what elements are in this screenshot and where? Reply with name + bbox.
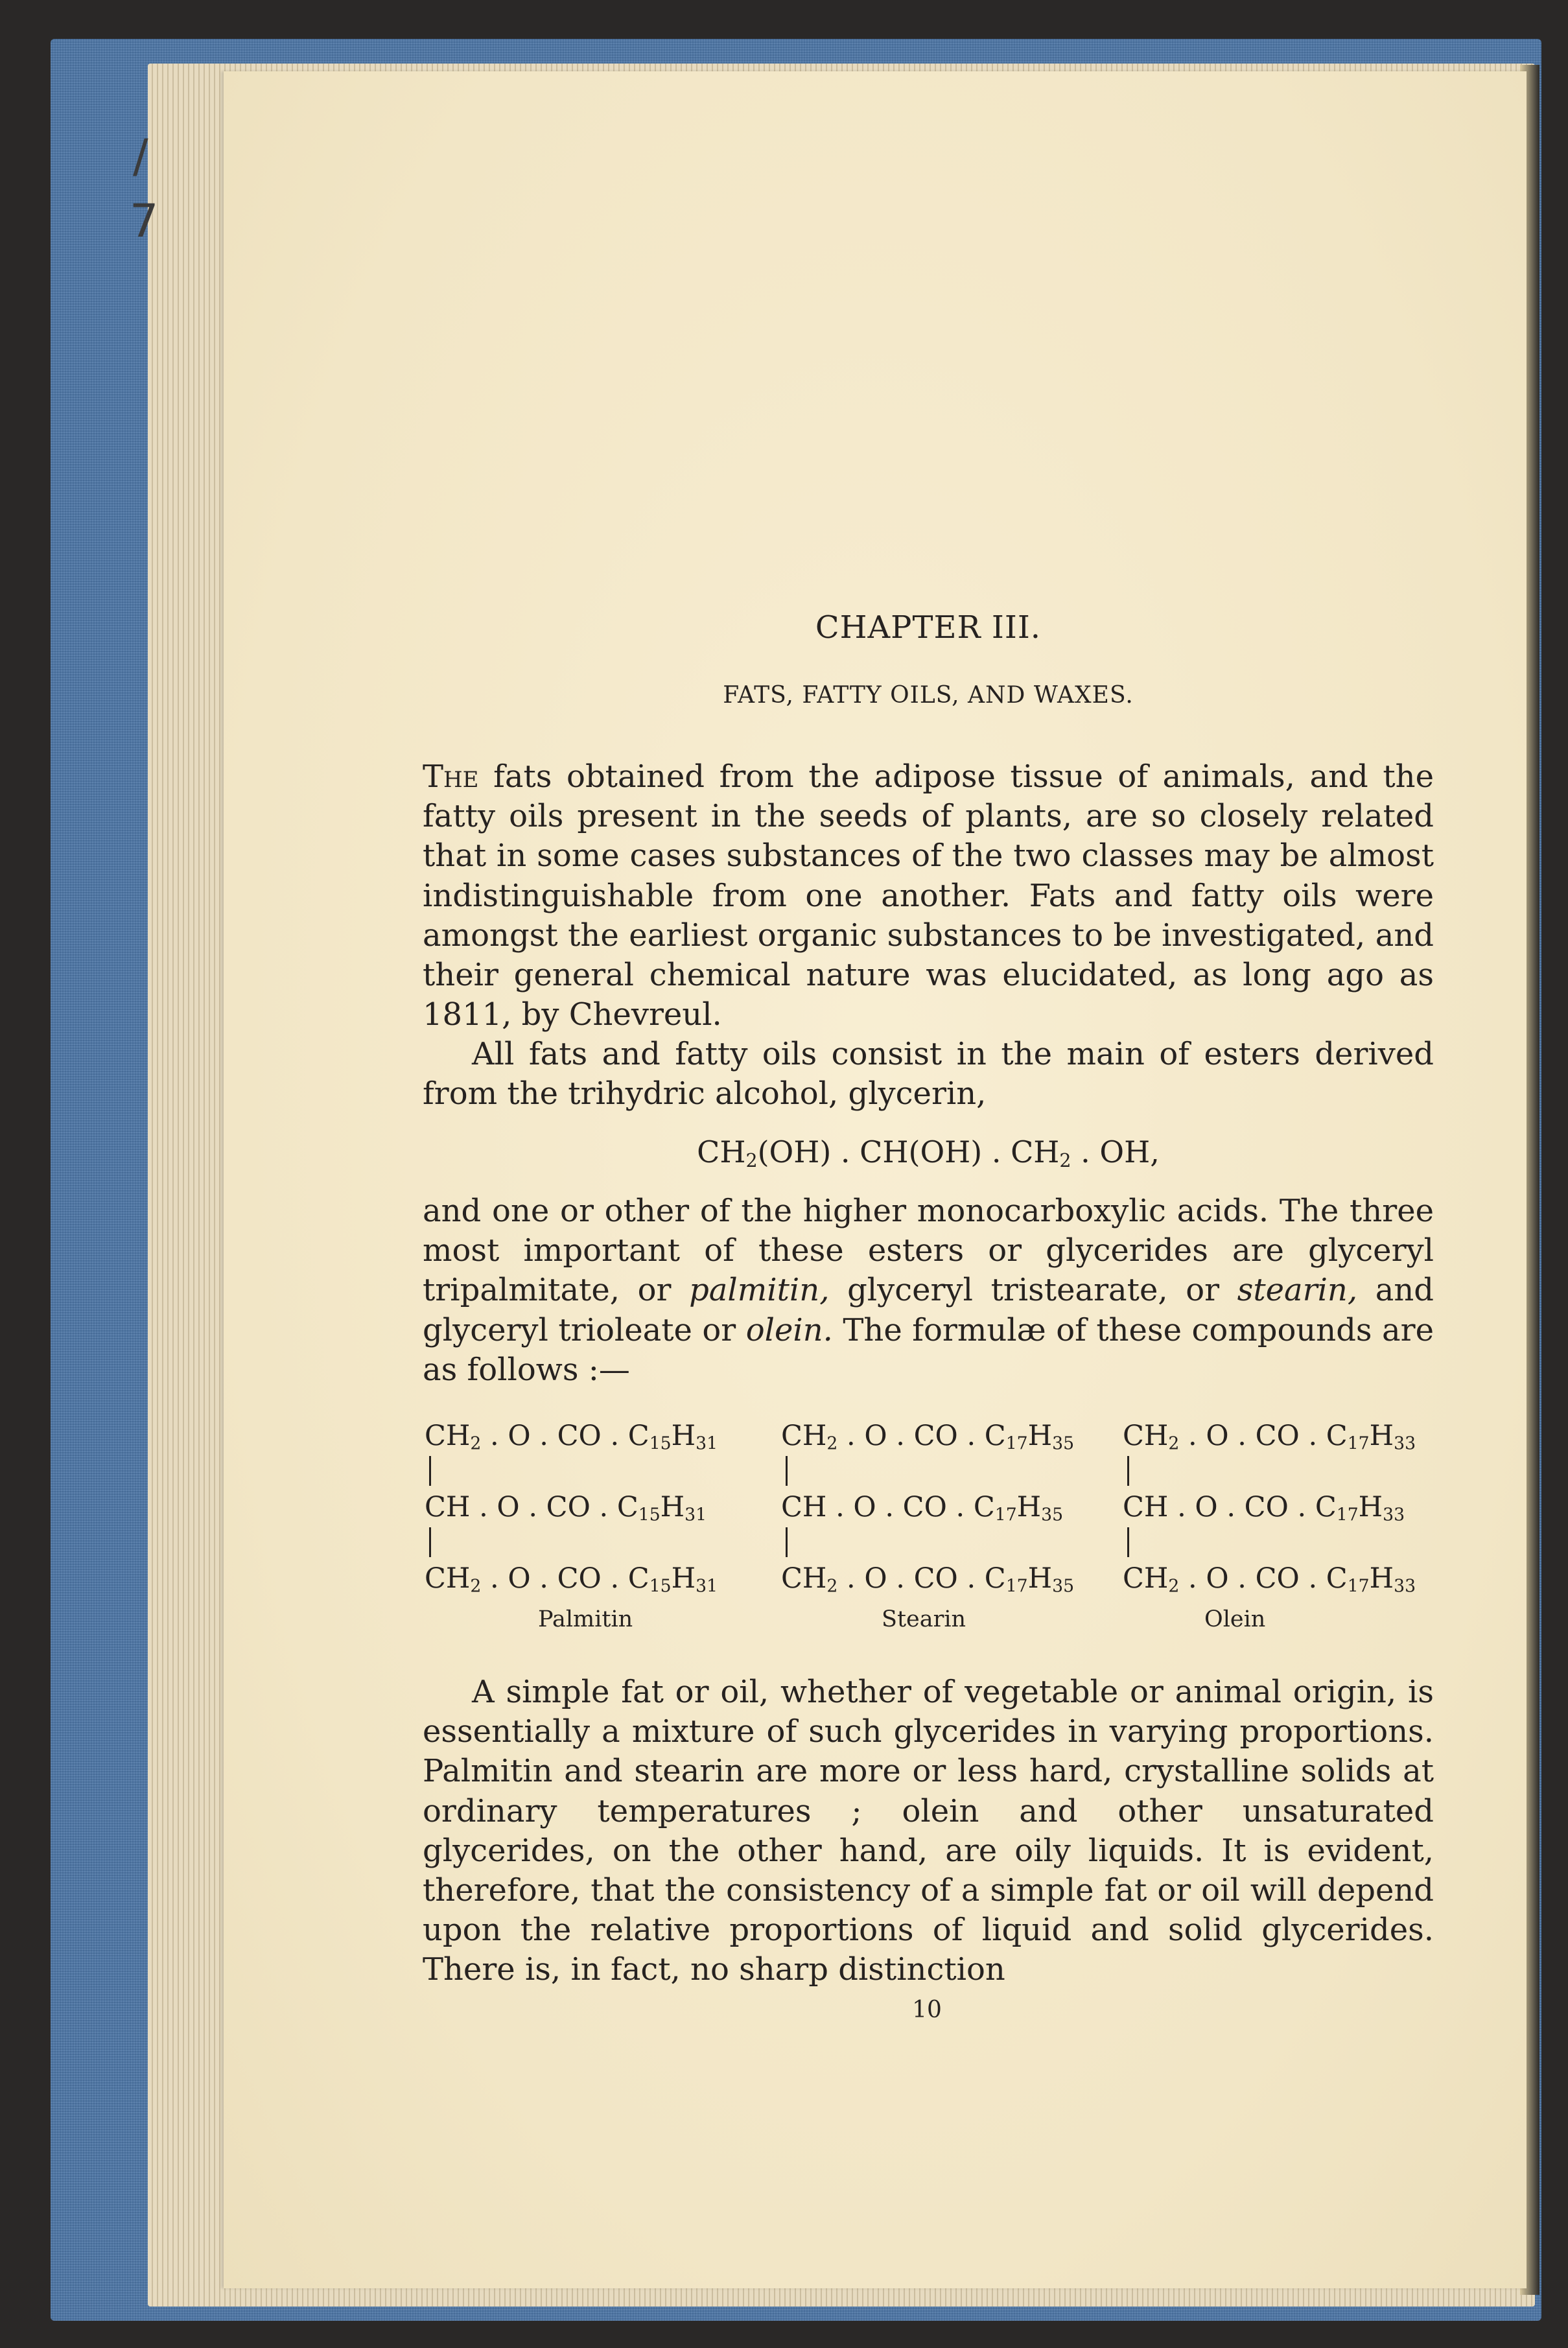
paragraph-3: and one or other of the higher monocarboxylic acids. The three most important of these esters or glycerides are glyceryl tripalmitate, or palmitin, glyceryl tristearate, or stearin, and glyceryl trioleate or olein. The formulæ of these compounds are as follows :— <box>423 1193 1434 1388</box>
paragraph-4: A simple fat or oil, whether of vegetable or animal origin, is essentially a mixture of such glycerides in varying proportions. Palmitin and stearin are more or less hard, crystalline solids at ordinary temperatures ; olein and other unsaturated glycerides, on the other hand, are oily liquids. It is evident, therefore, that the consistency of a simple fat or oil will depend upon the relative proportions of liquid and solid glycerides. There is, in fact, no sharp distinction <box>423 1674 1434 1988</box>
bond-line <box>786 1456 788 1486</box>
chapter-heading: CHAPTER III. <box>815 609 1042 646</box>
bond-line <box>429 1456 431 1486</box>
term-olein: olein. <box>745 1311 833 1348</box>
stearin-label: Stearin <box>882 1606 966 1632</box>
olein-row-2: CH . O . CO . $C_{17}H_{33}$ <box>1123 1491 1405 1525</box>
page-number: 10 <box>912 1997 942 2023</box>
term-palmitin: palmitin, <box>689 1272 830 1309</box>
bond-line <box>1127 1527 1129 1557</box>
palmitin-label: Palmitin <box>538 1606 633 1632</box>
palmitin-row-2: CH . O . CO . $C_{15}H_{31}$ <box>425 1491 707 1525</box>
chapter-subtitle: FATS, FATTY OILS, AND WAXES. <box>723 682 1134 709</box>
bond-line <box>429 1527 431 1557</box>
olein-row-1: $CH_2$ . O . CO . $C_{17}H_{33}$ <box>1123 1420 1416 1454</box>
stearin-row-2: CH . O . CO . $C_{17}H_{35}$ <box>781 1491 1064 1525</box>
stearin-row-3: $CH_2$ . O . CO . $C_{17}H_{35}$ <box>781 1562 1075 1597</box>
paragraph-1-text: fats obtained from the adipose tissue of animals, and the fatty oils present in the seeds of plants, are so closely related that in some cases substances of the two classes may be almost indistinguishable from one another. Fats and fatty oils were amongst the earliest organic substances to be investigated, and their general chemical nature was elucidated, as long ago as 1811, by Chevreul. <box>423 758 1434 1033</box>
glycerin-formula: $CH_2(OH)$ . CH(OH) . $CH_2$ . OH, <box>697 1134 1160 1172</box>
olein-label: Olein <box>1204 1606 1266 1632</box>
bond-line <box>786 1527 788 1557</box>
bond-line <box>1127 1456 1129 1486</box>
stearin-row-1: $CH_2$ . O . CO . $C_{17}H_{35}$ <box>781 1420 1075 1454</box>
paragraph-1 <box>423 757 1434 1035</box>
palmitin-row-3: $CH_2$ . O . CO . $C_{15}H_{31}$ <box>425 1562 718 1597</box>
pencil-mark: / <box>133 130 148 183</box>
paragraph-1-lead: The <box>423 758 479 795</box>
palmitin-row-1: $CH_2$ . O . CO . $C_{15}H_{31}$ <box>425 1420 718 1454</box>
pencil-mark: 7 <box>130 194 159 248</box>
olein-row-3: $CH_2$ . O . CO . $C_{17}H_{33}$ <box>1123 1562 1416 1597</box>
paragraph-2: All fats and fatty oils consist in the main of esters derived from the trihydric alcohol, glycerin, <box>423 1036 1434 1112</box>
term-stearin: stearin, <box>1237 1272 1358 1309</box>
